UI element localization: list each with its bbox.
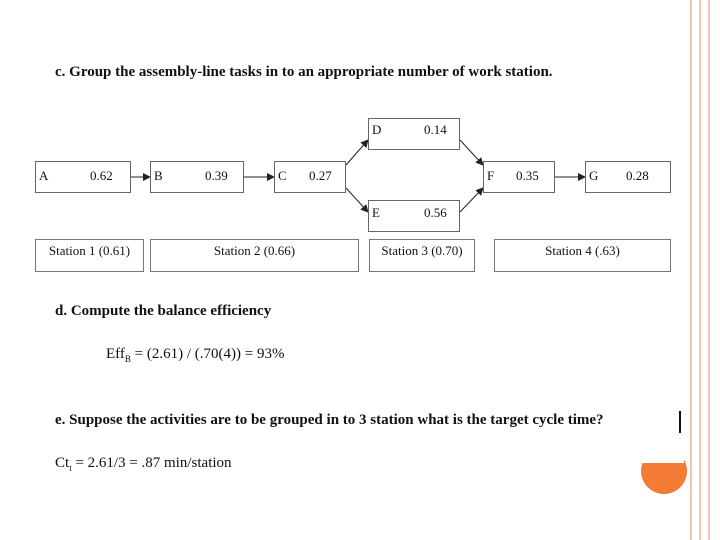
- task-label: D: [372, 122, 382, 137]
- ct-subscript: t: [69, 463, 72, 473]
- ct-expression: = 2.61/3 = .87 min/station: [71, 455, 232, 471]
- task-time: 0.39: [205, 168, 228, 183]
- task-time: 0.62: [90, 168, 113, 183]
- heading-c: c. Group the assembly-line tasks in to an appropriate number of work station.: [55, 64, 553, 80]
- task-label: A: [39, 168, 49, 183]
- eff-expression: = (2.61) / (.70(4)) = 93%: [130, 346, 285, 362]
- cycle-time-equation: [55, 455, 232, 473]
- task-box-c: [274, 161, 346, 193]
- station-2-box: Station 2 (0.66): [150, 239, 359, 272]
- station-4-box: Station 4 (.63): [494, 239, 671, 272]
- arrow-e-f: [460, 188, 483, 212]
- heading-e: e. Suppose the activities are to be grouped in to 3 station what is the target cycle time?: [55, 412, 604, 428]
- text-cursor: [679, 411, 681, 433]
- task-time: 0.14: [424, 122, 447, 137]
- eff-subscript: B: [124, 354, 131, 364]
- task-box-f: [483, 161, 555, 193]
- task-time: 0.35: [516, 168, 539, 183]
- task-time: 0.27: [309, 168, 332, 183]
- task-label: B: [154, 168, 163, 183]
- task-time: 0.56: [424, 205, 447, 220]
- task-label: E: [372, 205, 380, 220]
- task-box-e: [368, 200, 460, 232]
- ct-symbol: Ct: [55, 455, 70, 471]
- task-label: C: [278, 168, 287, 183]
- task-label: G: [589, 168, 599, 183]
- arrow-d-f: [460, 140, 483, 165]
- task-box-g: [585, 161, 671, 193]
- task-box-b: [150, 161, 244, 193]
- efficiency-equation: [106, 346, 284, 364]
- station-1-box: Station 1 (0.61): [35, 239, 144, 272]
- task-time: 0.28: [626, 168, 649, 183]
- station-3-box: Station 3 (0.70): [369, 239, 475, 272]
- arrow-c-d: [346, 140, 368, 165]
- task-label: F: [487, 168, 495, 183]
- eff-symbol: Eff: [106, 346, 125, 362]
- task-box-a: [35, 161, 131, 193]
- arrow-c-e: [346, 188, 368, 212]
- task-box-d: [368, 118, 460, 150]
- heading-d: d. Compute the balance efficiency: [55, 303, 272, 319]
